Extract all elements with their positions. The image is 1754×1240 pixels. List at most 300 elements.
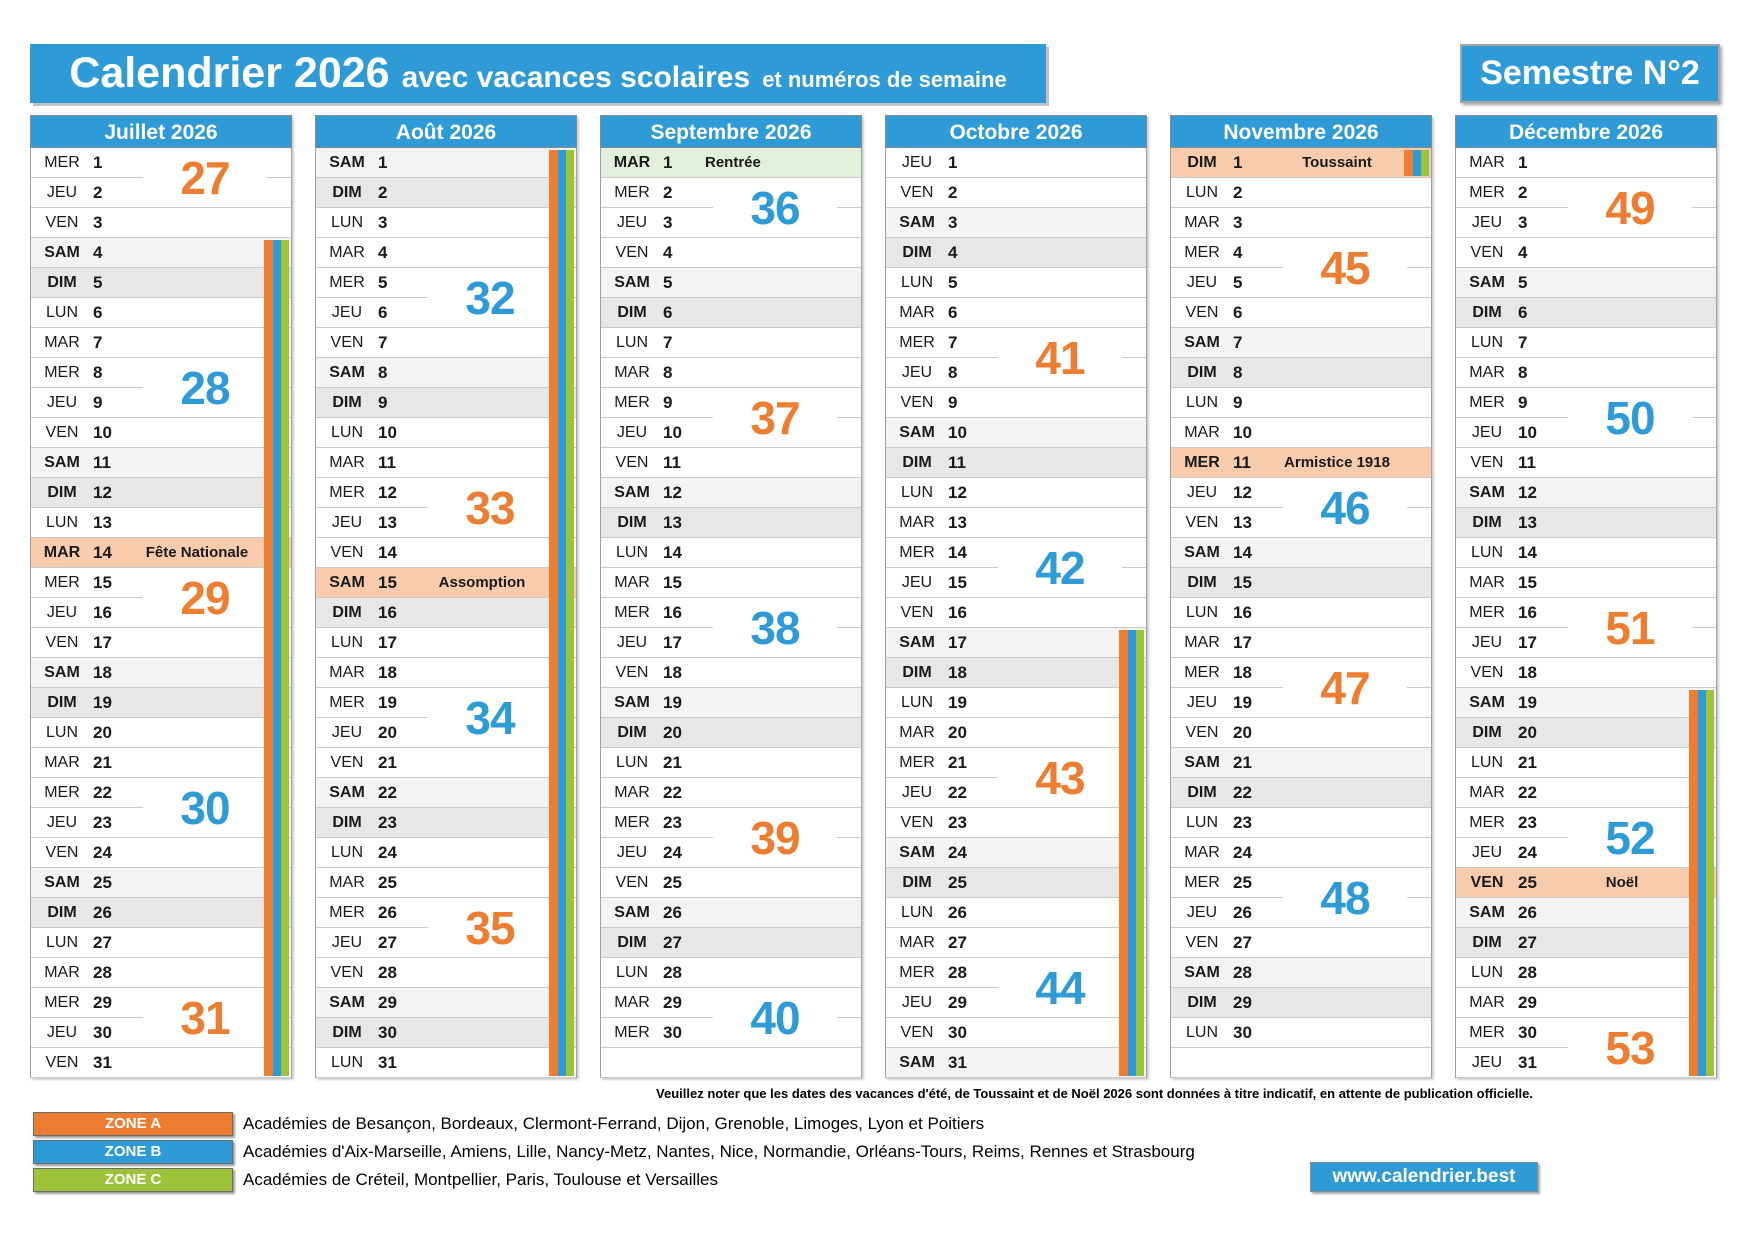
day-name: LUN <box>615 333 648 351</box>
day-name: JEU <box>46 603 78 621</box>
day-row <box>316 328 576 358</box>
day-number: 15 <box>948 572 967 592</box>
week-number: 51 <box>1568 600 1692 656</box>
day-row <box>886 658 1146 688</box>
day-name: MER <box>1469 183 1505 201</box>
day-row <box>1456 448 1716 478</box>
day-row <box>1171 358 1431 388</box>
day-row <box>601 778 861 808</box>
day-row <box>1171 748 1431 778</box>
day-number: 12 <box>378 482 397 502</box>
day-name: SAM <box>44 873 80 891</box>
day-name: SAM <box>1469 903 1505 921</box>
day-row <box>886 208 1146 238</box>
day-row <box>31 478 291 508</box>
month-title: Juillet 2026 <box>30 115 292 148</box>
week-number: 46 <box>1283 480 1407 536</box>
day-number: 20 <box>93 722 112 742</box>
day-name: JEU <box>901 783 933 801</box>
day-name: SAM <box>614 273 650 291</box>
day-row <box>1171 1018 1431 1048</box>
day-name: SAM <box>329 363 365 381</box>
day-row <box>1456 718 1716 748</box>
day-number: 24 <box>378 842 397 862</box>
day-row <box>316 178 576 208</box>
day-event-label: Rentrée <box>705 154 761 171</box>
week-number: 42 <box>998 540 1122 596</box>
day-row <box>1456 508 1716 538</box>
day-row <box>1171 778 1431 808</box>
day-number: 14 <box>93 542 112 562</box>
day-name: DIM <box>1187 993 1217 1011</box>
week-number: 53 <box>1568 1020 1692 1076</box>
day-number: 27 <box>378 932 397 952</box>
day-number: 24 <box>1233 842 1252 862</box>
day-name: SAM <box>329 783 365 801</box>
week-number: 47 <box>1283 660 1407 716</box>
day-number: 21 <box>1233 752 1252 772</box>
day-number: 31 <box>93 1052 112 1072</box>
day-number: 28 <box>93 962 112 982</box>
day-number: 22 <box>378 782 397 802</box>
day-row <box>31 628 291 658</box>
day-row <box>601 928 861 958</box>
day-row <box>886 478 1146 508</box>
day-number: 27 <box>93 932 112 952</box>
month-grid <box>1170 148 1432 1078</box>
day-row <box>316 808 576 838</box>
day-name: DIM <box>332 603 362 621</box>
week-number: 49 <box>1568 180 1692 236</box>
day-name: MAR <box>44 333 80 351</box>
day-name: VEN <box>1470 873 1504 891</box>
day-name: DIM <box>332 1023 362 1041</box>
day-number: 4 <box>93 242 103 262</box>
months-container <box>30 115 1717 1078</box>
day-name: LUN <box>615 963 648 981</box>
day-row <box>601 238 861 268</box>
day-number: 22 <box>948 782 967 802</box>
day-number: 23 <box>93 812 112 832</box>
day-number: 16 <box>948 602 967 622</box>
day-name: SAM <box>899 1053 935 1071</box>
day-name: MER <box>329 693 365 711</box>
day-row <box>31 418 291 448</box>
day-row <box>601 508 861 538</box>
day-name: LUN <box>45 513 78 531</box>
day-number: 19 <box>1233 692 1252 712</box>
day-number: 24 <box>1518 842 1537 862</box>
zone-b-academies: Académies d'Aix-Marseille, Amiens, Lille, Nancy-Metz, Nantes, Nice, Normandie, Orléans-Tours, Reims, Rennes et Strasbourg <box>243 1142 1195 1161</box>
day-number: 19 <box>1518 692 1537 712</box>
day-number: 28 <box>1233 962 1252 982</box>
day-row <box>1456 148 1716 178</box>
page-subtitle-tail: et numéros de semaine <box>762 67 1007 92</box>
day-row <box>1171 628 1431 658</box>
day-number: 15 <box>93 572 112 592</box>
day-name: JEU <box>1471 1053 1503 1071</box>
day-row <box>886 688 1146 718</box>
day-number: 12 <box>93 482 112 502</box>
day-number: 6 <box>948 302 958 322</box>
day-name: LUN <box>1185 393 1218 411</box>
day-row <box>31 658 291 688</box>
day-row <box>1456 748 1716 778</box>
day-number: 2 <box>1518 182 1528 202</box>
day-number: 17 <box>1233 632 1252 652</box>
day-number: 11 <box>1518 452 1536 472</box>
day-name: LUN <box>1470 753 1503 771</box>
day-name: MER <box>1469 1023 1505 1041</box>
day-number: 5 <box>1518 272 1528 292</box>
day-number: 19 <box>663 692 682 712</box>
month-title: Novembre 2026 <box>1170 115 1432 148</box>
day-number: 31 <box>1518 1052 1537 1072</box>
week-number: 35 <box>428 900 552 956</box>
month-title: Décembre 2026 <box>1455 115 1717 148</box>
day-number: 13 <box>1233 512 1252 532</box>
day-number: 9 <box>1233 392 1243 412</box>
week-number: 43 <box>998 750 1122 806</box>
day-name: SAM <box>1469 273 1505 291</box>
day-number: 24 <box>948 842 967 862</box>
day-row <box>31 748 291 778</box>
month-title: Septembre 2026 <box>600 115 862 148</box>
day-row <box>31 868 291 898</box>
day-number: 29 <box>93 992 112 1012</box>
day-number: 4 <box>948 242 958 262</box>
day-row <box>1171 538 1431 568</box>
day-row <box>1171 148 1431 178</box>
day-row <box>601 328 861 358</box>
day-number: 15 <box>663 572 682 592</box>
day-row <box>31 238 291 268</box>
day-row <box>1171 328 1431 358</box>
day-number: 22 <box>93 782 112 802</box>
day-name: LUN <box>330 213 363 231</box>
day-name: SAM <box>44 453 80 471</box>
day-name: VEN <box>330 543 364 561</box>
day-number: 3 <box>948 212 958 232</box>
day-number: 10 <box>948 422 967 442</box>
day-name: VEN <box>615 453 649 471</box>
day-number: 12 <box>1518 482 1537 502</box>
day-number: 31 <box>378 1052 397 1072</box>
page-title: Calendrier 2026 <box>69 49 390 97</box>
day-number: 22 <box>1518 782 1537 802</box>
day-number: 21 <box>378 752 397 772</box>
day-name: DIM <box>1187 153 1217 171</box>
day-name: MAR <box>44 963 80 981</box>
day-number: 13 <box>93 512 112 532</box>
day-name: MER <box>1469 603 1505 621</box>
semester-badge: Semestre N°2 <box>1460 44 1720 103</box>
day-number: 6 <box>663 302 673 322</box>
day-name: SAM <box>329 573 365 591</box>
day-row <box>1171 598 1431 628</box>
day-number: 23 <box>1518 812 1537 832</box>
day-number: 30 <box>378 1022 397 1042</box>
day-row <box>601 688 861 718</box>
day-name: DIM <box>1472 513 1502 531</box>
day-name: DIM <box>617 933 647 951</box>
day-number: 1 <box>948 152 958 172</box>
day-number: 28 <box>948 962 967 982</box>
day-row <box>316 448 576 478</box>
day-number: 8 <box>948 362 958 382</box>
day-row <box>316 838 576 868</box>
day-number: 1 <box>1518 152 1528 172</box>
day-name: MER <box>899 333 935 351</box>
month-column-octobre-2026 <box>885 115 1147 1078</box>
day-name: JEU <box>1471 213 1503 231</box>
day-name: DIM <box>1187 783 1217 801</box>
day-row <box>316 148 576 178</box>
day-number: 4 <box>1233 242 1243 262</box>
day-row <box>31 718 291 748</box>
day-number: 21 <box>948 752 967 772</box>
day-row <box>601 478 861 508</box>
day-name: MER <box>1184 453 1220 471</box>
day-name: DIM <box>1472 933 1502 951</box>
day-row <box>316 418 576 448</box>
day-row <box>1456 658 1716 688</box>
day-number: 21 <box>663 752 682 772</box>
day-number: 2 <box>93 182 103 202</box>
day-row <box>886 868 1146 898</box>
day-name: JEU <box>616 423 648 441</box>
day-row <box>1456 358 1716 388</box>
day-number: 11 <box>93 452 111 472</box>
day-row <box>1456 568 1716 598</box>
zone-c-stripe <box>1706 690 1714 1076</box>
month-grid <box>1455 148 1717 1078</box>
day-name: LUN <box>330 1053 363 1071</box>
day-name: VEN <box>1470 663 1504 681</box>
day-number: 1 <box>1233 152 1243 172</box>
day-name: JEU <box>331 723 363 741</box>
day-number: 10 <box>1518 422 1537 442</box>
day-number: 1 <box>93 152 103 172</box>
week-number: 30 <box>143 780 267 836</box>
day-name: SAM <box>1184 753 1220 771</box>
day-name: SAM <box>1469 483 1505 501</box>
day-event-label: Assomption <box>438 574 526 591</box>
zone-a-academies: Académies de Besançon, Bordeaux, Clermont-Ferrand, Dijon, Grenoble, Limoges, Lyon et Poitiers <box>243 1114 985 1133</box>
day-name: MER <box>44 993 80 1011</box>
week-number: 33 <box>428 480 552 536</box>
day-number: 13 <box>1518 512 1537 532</box>
day-row <box>601 658 861 688</box>
day-name: VEN <box>330 333 364 351</box>
day-name: VEN <box>45 843 79 861</box>
week-number: 38 <box>713 600 837 656</box>
day-number: 2 <box>948 182 958 202</box>
day-name: MAR <box>1184 423 1220 441</box>
day-row <box>316 958 576 988</box>
day-name: MAR <box>614 993 650 1011</box>
day-number: 7 <box>1233 332 1243 352</box>
day-row <box>601 538 861 568</box>
day-number: 23 <box>1233 812 1252 832</box>
day-name: VEN <box>900 813 934 831</box>
day-number: 3 <box>93 212 103 232</box>
empty-day-row <box>1171 1048 1431 1078</box>
day-number: 10 <box>663 422 682 442</box>
day-name: LUN <box>330 843 363 861</box>
day-number: 6 <box>378 302 388 322</box>
day-number: 8 <box>1518 362 1528 382</box>
day-number: 15 <box>1518 572 1537 592</box>
day-row <box>601 958 861 988</box>
day-row <box>1171 448 1431 478</box>
day-name: JEU <box>616 633 648 651</box>
day-number: 29 <box>1518 992 1537 1012</box>
day-number: 29 <box>948 992 967 1012</box>
week-number: 39 <box>713 810 837 866</box>
day-row <box>886 628 1146 658</box>
zone-c-stripe <box>1136 630 1144 1076</box>
day-number: 16 <box>1233 602 1252 622</box>
day-name: DIM <box>617 303 647 321</box>
day-name: MAR <box>899 303 935 321</box>
day-row <box>601 898 861 928</box>
day-number: 3 <box>663 212 673 232</box>
day-number: 17 <box>1518 632 1537 652</box>
day-number: 17 <box>93 632 112 652</box>
vacation-stripe <box>1404 150 1429 176</box>
day-row <box>601 298 861 328</box>
day-number: 25 <box>378 872 397 892</box>
day-name: JEU <box>616 843 648 861</box>
day-name: JEU <box>1471 843 1503 861</box>
day-row <box>1456 478 1716 508</box>
day-number: 4 <box>378 242 388 262</box>
zone-b-stripe <box>558 150 566 1076</box>
day-number: 30 <box>948 1022 967 1042</box>
zone-c-stripe <box>1421 150 1429 176</box>
week-number: 40 <box>713 990 837 1046</box>
day-name: MAR <box>614 363 650 381</box>
day-row <box>886 148 1146 178</box>
day-number: 2 <box>378 182 388 202</box>
day-number: 26 <box>378 902 397 922</box>
day-number: 9 <box>378 392 388 412</box>
day-number: 23 <box>378 812 397 832</box>
zone-c-stripe <box>566 150 574 1076</box>
day-number: 19 <box>93 692 112 712</box>
day-name: LUN <box>1185 603 1218 621</box>
day-row <box>886 508 1146 538</box>
day-name: SAM <box>899 633 935 651</box>
day-number: 24 <box>93 842 112 862</box>
day-name: VEN <box>900 393 934 411</box>
day-row <box>316 778 576 808</box>
day-row <box>1171 718 1431 748</box>
day-number: 26 <box>1233 902 1252 922</box>
day-number: 10 <box>378 422 397 442</box>
page-subtitle: avec vacances scolaires <box>401 61 751 94</box>
week-number: 41 <box>998 330 1122 386</box>
day-row <box>1171 388 1431 418</box>
day-name: MAR <box>329 873 365 891</box>
day-row <box>31 1048 291 1078</box>
day-name: LUN <box>1470 963 1503 981</box>
month-column-juillet-2026 <box>30 115 292 1078</box>
day-number: 2 <box>663 182 673 202</box>
day-number: 12 <box>1233 482 1252 502</box>
week-number: 36 <box>713 180 837 236</box>
week-number: 52 <box>1568 810 1692 866</box>
day-number: 25 <box>948 872 967 892</box>
day-name: MER <box>899 963 935 981</box>
day-row <box>601 868 861 898</box>
day-number: 25 <box>663 872 682 892</box>
day-number: 11 <box>378 452 396 472</box>
week-number: 27 <box>143 150 267 206</box>
day-number: 15 <box>1233 572 1252 592</box>
day-number: 7 <box>948 332 958 352</box>
day-number: 14 <box>663 542 682 562</box>
day-name: VEN <box>900 603 934 621</box>
empty-day-row <box>601 1048 861 1078</box>
day-name: DIM <box>902 873 932 891</box>
day-name: DIM <box>617 513 647 531</box>
day-number: 18 <box>93 662 112 682</box>
day-name: VEN <box>45 633 79 651</box>
day-name: JEU <box>1186 273 1218 291</box>
zone-a-stripe <box>1404 150 1413 176</box>
day-number: 16 <box>378 602 397 622</box>
day-number: 9 <box>948 392 958 412</box>
day-number: 16 <box>1518 602 1537 622</box>
website-link[interactable]: www.calendrier.best <box>1310 1162 1538 1192</box>
month-grid <box>30 148 292 1078</box>
day-number: 19 <box>948 692 967 712</box>
day-row <box>1171 418 1431 448</box>
day-row <box>886 1048 1146 1078</box>
day-name: SAM <box>329 993 365 1011</box>
day-name: JEU <box>616 213 648 231</box>
day-number: 6 <box>93 302 103 322</box>
day-row <box>31 898 291 928</box>
day-name: LUN <box>1470 333 1503 351</box>
day-number: 10 <box>93 422 112 442</box>
day-event-label: Noël <box>1605 874 1639 891</box>
day-row <box>886 388 1146 418</box>
day-name: JEU <box>331 513 363 531</box>
day-row <box>1171 988 1431 1018</box>
title-banner <box>30 44 1046 103</box>
day-number: 5 <box>948 272 958 292</box>
day-row <box>886 718 1146 748</box>
day-number: 20 <box>378 722 397 742</box>
zone-a-legend-badge: ZONE A <box>33 1112 233 1136</box>
day-name: MER <box>614 1023 650 1041</box>
day-name: MER <box>1184 243 1220 261</box>
day-name: MAR <box>329 453 365 471</box>
day-name: MAR <box>1469 153 1505 171</box>
day-row <box>1171 298 1431 328</box>
day-row <box>886 928 1146 958</box>
zone-a-stripe <box>264 240 273 1076</box>
day-name: MAR <box>1469 783 1505 801</box>
day-name: SAM <box>899 843 935 861</box>
day-name: DIM <box>47 273 77 291</box>
day-name: MAR <box>899 723 935 741</box>
day-number: 11 <box>948 452 966 472</box>
day-row <box>316 1048 576 1078</box>
